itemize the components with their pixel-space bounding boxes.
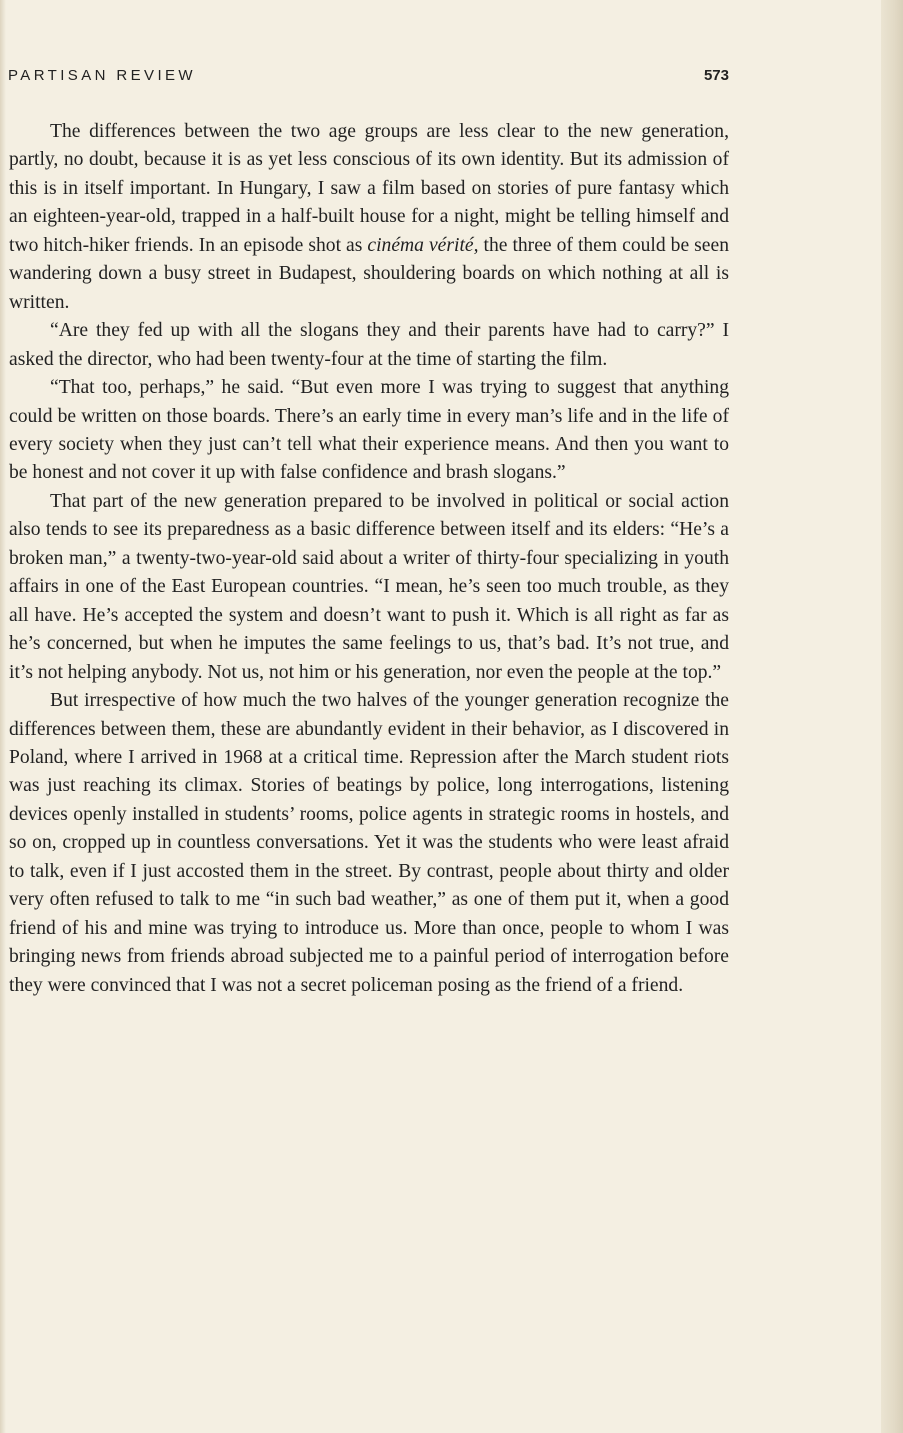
paragraph-1 <box>9 118 729 317</box>
page-edge <box>881 0 903 1433</box>
running-head: PARTISAN REVIEW <box>8 67 196 84</box>
paragraph-4: That part of the new generation prepared to be involved in political or social action also tends to see its preparedness as a basic difference between itself and its elders: “He’s a broken man,” a twenty-two-year-old said about a writer of thirty-four specializing in youth affairs in one of the East European countries. “I mean, he’s seen too much trouble, as they all have. He’s accepted the system and doesn’t want to push it. Which is all right as far as he’s concerned, but when he imputes the same feelings to us, that’s bad. It’s not true, and it’s not helping anybody. Not us, not him or his generation, nor even the people at the top.” <box>9 490 729 683</box>
paragraph-1-text-a: The differences between the two age groups are less clear to the new generation, partly, no doubt, because it is as yet less conscious of its own identity. But its admission of this is in itself important. In Hungary, I saw a film based on stories of pure fantasy which an eighteen-year-old, trapped in a half-built house for a night, might be telling himself and two hitch-hiker friends. In an episode shot as <box>9 121 729 256</box>
body-text <box>9 118 729 1000</box>
paragraph-3: “That too, perhaps,” he said. “But even more I was trying to suggest that anything could be written on those boards. There’s an early time in every man’s life and in the life of every society when they just can’t tell what their experience means. And then you want to be honest and not cover it up with false confidence and brash slogans.” <box>9 377 729 484</box>
paragraph-2: “Are they fed up with all the slogans they and their parents have had to carry?” I asked the director, who had been twenty-four at the time of starting the film. <box>9 320 729 370</box>
page-gutter-shadow <box>0 0 6 1433</box>
page-header <box>8 67 729 91</box>
paragraph-1-text-b: the three of them could be seen wandering down a busy street in Budapest, shouldering boards on which nothing at all is written. <box>9 234 729 313</box>
page-number: 573 <box>703 67 729 84</box>
paragraph-5: But irrespective of how much the two halves of the younger generation recognize the differences between them, these are abundantly evident in their behavior, as I discovered in Poland, where I arrived in 1968 at a critical time. Repression after the March student riots was just reaching its climax. Stories of beatings by police, long interrogations, listening devices openly installed in students’ rooms, police agents in strategic rooms in hostels, and so on, cropped up in countless conversations. Yet it was the students who were least afraid to talk, even if I just accosted them in the street. By contrast, people about thirty and older very often refused to talk to me “in such bad weather,” as one of them put it, when a good friend of his and mine was trying to introduce us. More than once, people to whom I was bringing news from friends abroad subjected me to a painful period of interrogation before they were convinced that I was not a secret policeman posing as the friend of a friend. <box>9 690 729 996</box>
paragraph-1-italic: cinéma vérité, <box>367 234 479 256</box>
